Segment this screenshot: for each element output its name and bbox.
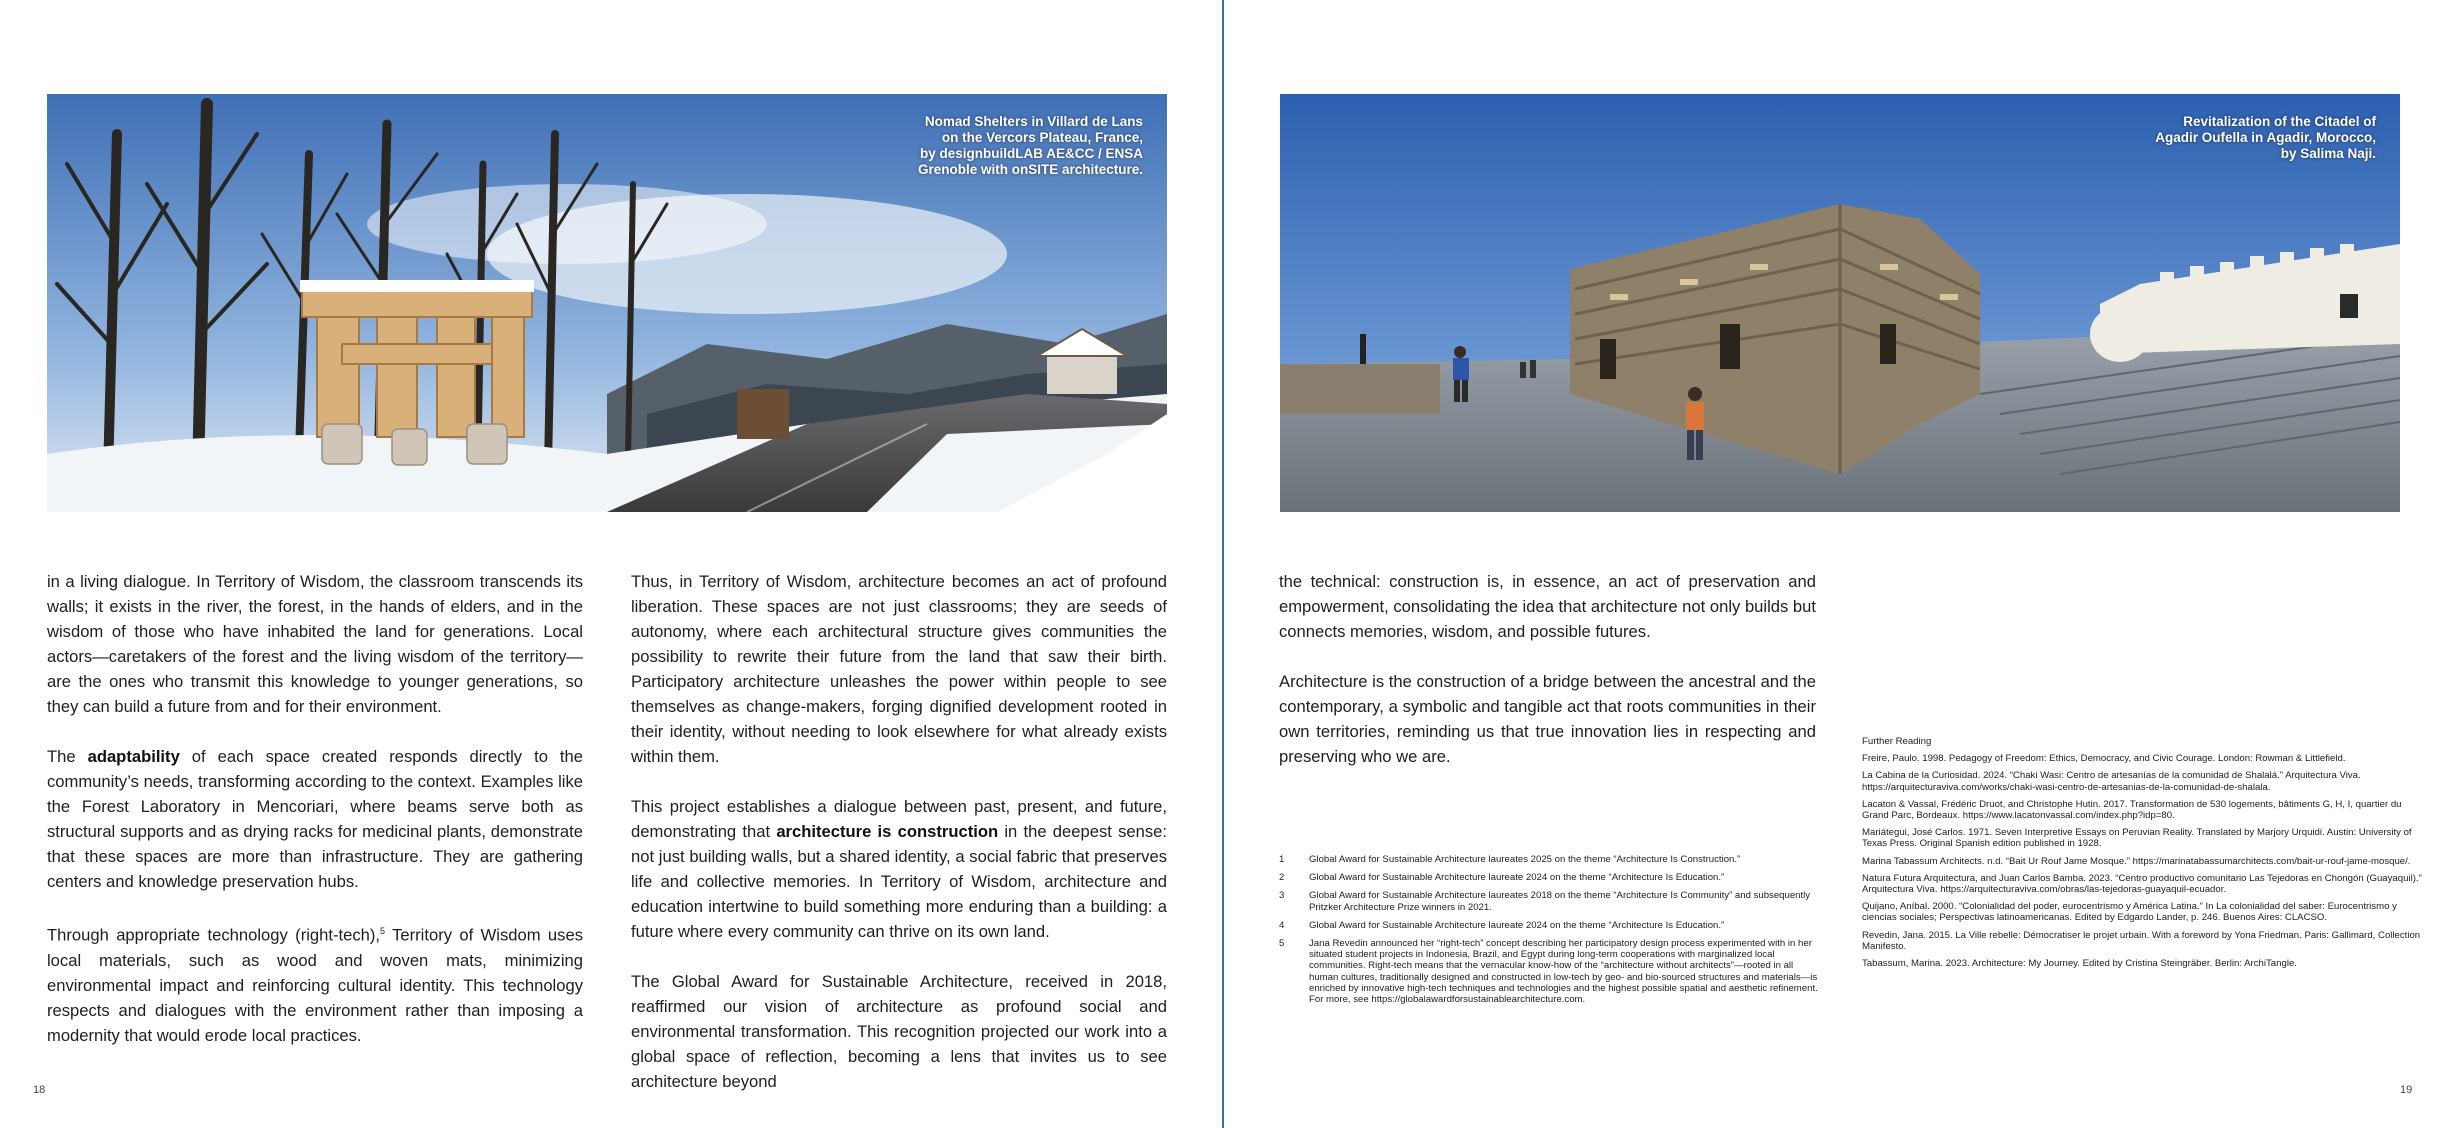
footnote-number: 4: [1279, 919, 1285, 931]
footnote-number: 2: [1279, 872, 1285, 884]
photo-caption-left: Nomad Shelters in Villard de Lans on the Vercors Plateau, France, by designbuildLAB AE&CC / ENSA Grenoble with onSITE architecture.: [917, 114, 1143, 177]
page-number-left: 18: [33, 1084, 46, 1096]
footnote-text: Global Award for Sustainable Architecture laureate 2024 on the theme “Architecture Is Education.”: [1309, 872, 1725, 884]
paragraph: [47, 919, 583, 1048]
emphasis-adaptability: adaptability: [87, 747, 180, 766]
paragraph: the technical: construction is, in essence, an act of preservation and empowerment, consolidating the idea that architecture not only builds but connects memories, wisdom, and possible futures.: [1279, 572, 1816, 641]
text-column-2: [631, 569, 1167, 1119]
paragraph: Architecture is the construction of a bridge between the ancestral and the contemporary, a symbolic and tangible act that roots communities in their own territories, reminding us that true innovation lies in respecting and preserving who we are.: [1279, 672, 1816, 766]
text-column-3: [1279, 569, 1816, 794]
reading-item: Revedin, Jana. 2015. La Ville rebelle: Démocratiser le projet urbain. With a foreword by Yona Friedman. Paris: Gallimard, Collection Manifesto.: [1862, 929, 2421, 952]
reading-item: Marina Tabassum Architects. n.d. “Bait Ur Rouf Jame Mosque.” https://marinatabassumarchitects.com/bait-ur-rouf-jame-mosque/.: [1862, 855, 2411, 867]
reading-item: La Cabina de la Curiosidad. 2024. “Chaki Wasi: Centro de artesanías de la comunidad de Shalalá.” Arquitectura Viva. https://arquitecturaviva.com/works/chaki-wasi-centro-de-artesanias-de-la-comunidad-de-shalala.: [1862, 770, 2361, 793]
text-span: The: [47, 747, 88, 766]
footnote-item: [1279, 920, 1819, 931]
further-reading-title: Further Reading: [1862, 736, 1932, 747]
reading-item: Natura Futura Arquitectura, and Juan Carlos Bamba. 2023. “Centro productivo comunitario Las Tejedoras en Chongón (Guayaquil).” Arquitectura Viva. https://arquitecturaviva.com/obras/las-tejedoras-guayaquil-ecuador.: [1862, 872, 2422, 896]
footnotes: [1279, 854, 1819, 1012]
paragraph: Thus, in Territory of Wisdom, architecture becomes an act of profound liberation. These spaces are not just classrooms; they are seeds of autonomy, where each architectural structure gives communities the possibility to rewrite their future from the land that saw their birth. Participatory architecture unleashes the power within people to see themselves as change-makers, forging dignified development rooted in their identity, without needing to look elsewhere for what already exists within them.: [631, 572, 1167, 766]
photo-nomad-shelters: [47, 94, 1167, 512]
text-span: in the deepest sense: not just building walls, but a shared identity, a social fabric that preserves life and collective memories. In Territory of Wisdom, architecture and education intertwine to build something more enduring than a building: a future where every community can thrive on its own land.: [631, 822, 1167, 941]
text-span: Territory of Wisdom uses local materials, such as wood and woven mats, minimizing environmental impact and reinforcing cultural identity. This technology respects and dialogues with the environment rather than imposing a modernity that would erode local practices.: [47, 925, 583, 1045]
reading-item: Mariátegui, José Carlos. 1971. Seven Interpretive Essays on Peruvian Reality. Translated by Marjory Urquidi. Austin: University of Texas Press. Original Spanish edition published in 1928.: [1862, 827, 2412, 850]
footnote-text: Global Award for Sustainable Architecture laureates 2018 on the theme “Architecture Is Community” and subsequently Pritzker Architecture Prize winners in 2021.: [1309, 890, 1811, 913]
footnote-item: [1279, 938, 1819, 1005]
footnote-ref[interactable]: 5: [380, 926, 386, 936]
page-gutter-line: [1222, 0, 1224, 1128]
footnote-item: [1279, 890, 1819, 912]
footnote-item: [1279, 854, 1819, 865]
paragraph: in a living dialogue. In Territory of Wisdom, the classroom transcends its walls; it exists in the river, the forest, in the hands of elders, and in the wisdom of those who have inhabited the land for generations. Local actors—caretakers of the forest and the living wisdom of the territory—are the ones who transmit this knowledge to younger generations, so they can build a future from and for their environment.: [47, 572, 583, 716]
reading-item: Lacaton & Vassal, Frédéric Druot, and Christophe Hutin. 2017. Transformation de 530 logements, bâtiments G, H, I, quartier du Grand Parc, Bordeaux. https://www.lacatonvassal.com/index.php?idp=80.: [1862, 798, 2402, 822]
footnote-text: Global Award for Sustainable Architecture laureates 2025 on the theme “Architecture Is Construction.”: [1309, 854, 1741, 865]
reading-item: Freire, Paulo. 1998. Pedagogy of Freedom: Ethics, Democracy, and Civic Courage. London: Rowman & Littlefield.: [1862, 753, 2346, 765]
text-span: Through appropriate technology (right-tech),: [47, 925, 380, 945]
footnote-number: 5: [1279, 938, 1285, 950]
photo-citadel-agadir: [1280, 94, 2400, 512]
footnote-text: Global Award for Sustainable Architecture laureate 2024 on the theme “Architecture Is Education.”: [1309, 919, 1725, 931]
paragraph: The Global Award for Sustainable Architecture, received in 2018, reaffirmed our vision of architecture as profound social and environmental transformation. This recognition projected our work into a global space of reflection, becoming a lens that invites us to see architecture beyond: [631, 972, 1167, 1091]
further-reading: [1862, 736, 2428, 975]
footnote-item: [1279, 872, 1819, 883]
footnote-text: Jana Revedin announced her “right-tech” concept describing her participatory design process experimented with in her situated student projects in Indonesia, Brazil, and Egypt during long-term cooperations with marginalized local communities. Right-tech means that the vernacular know-how of the “architecture without architects”—rooted in all human cultures, traditionally designed and constructed in low-tech by geo- and bio-sourced structures and materials—is enriched by innovative high-tech techniques and technologies and the highest possible spatial and aesthetic refinement. For more, see https://globalawardforsustainablearchitecture.com.: [1309, 938, 1818, 1006]
photo-caption-right: Revitalization of the Citadel of Agadir Oufella in Agadir, Morocco, by Salima Naji.: [2155, 114, 2376, 161]
text-span: This project establishes a dialogue between past, present, and future, demonstrating that: [631, 797, 1167, 841]
reading-item: Quijano, Aníbal. 2000. “Colonialidad del poder, eurocentrismo y América Latina.” In La colonialidad del saber: Eurocentrismo y ciencias sociales; Perspectivas latinoamericanas. Edited by Edgardo Lander, p. 246. Buenos Aires: CLACSO.: [1862, 901, 2397, 924]
footnote-number: 1: [1279, 854, 1285, 865]
paragraph: [631, 794, 1167, 944]
paragraph: [47, 744, 583, 894]
page-number-right: 19: [2400, 1084, 2413, 1096]
reading-item: Tabassum, Marina. 2023. Architecture: My Journey. Edited by Cristina Steingräber. Berlin: ArchiTangle.: [1862, 958, 2297, 970]
text-span: of each space created responds directly to the community’s needs, transforming according to the context. Examples like the Forest Laboratory in Mencoriari, where beams serve both as structural supports and as drying racks for medicinal plants, demonstrate that these spaces are more than infrastructure. They are gathering centers and knowledge preservation hubs.: [47, 747, 583, 891]
text-column-1: [47, 569, 583, 1073]
emphasis-architecture-is-construction: architecture is construction: [776, 822, 999, 841]
footnote-number: 3: [1279, 890, 1285, 902]
